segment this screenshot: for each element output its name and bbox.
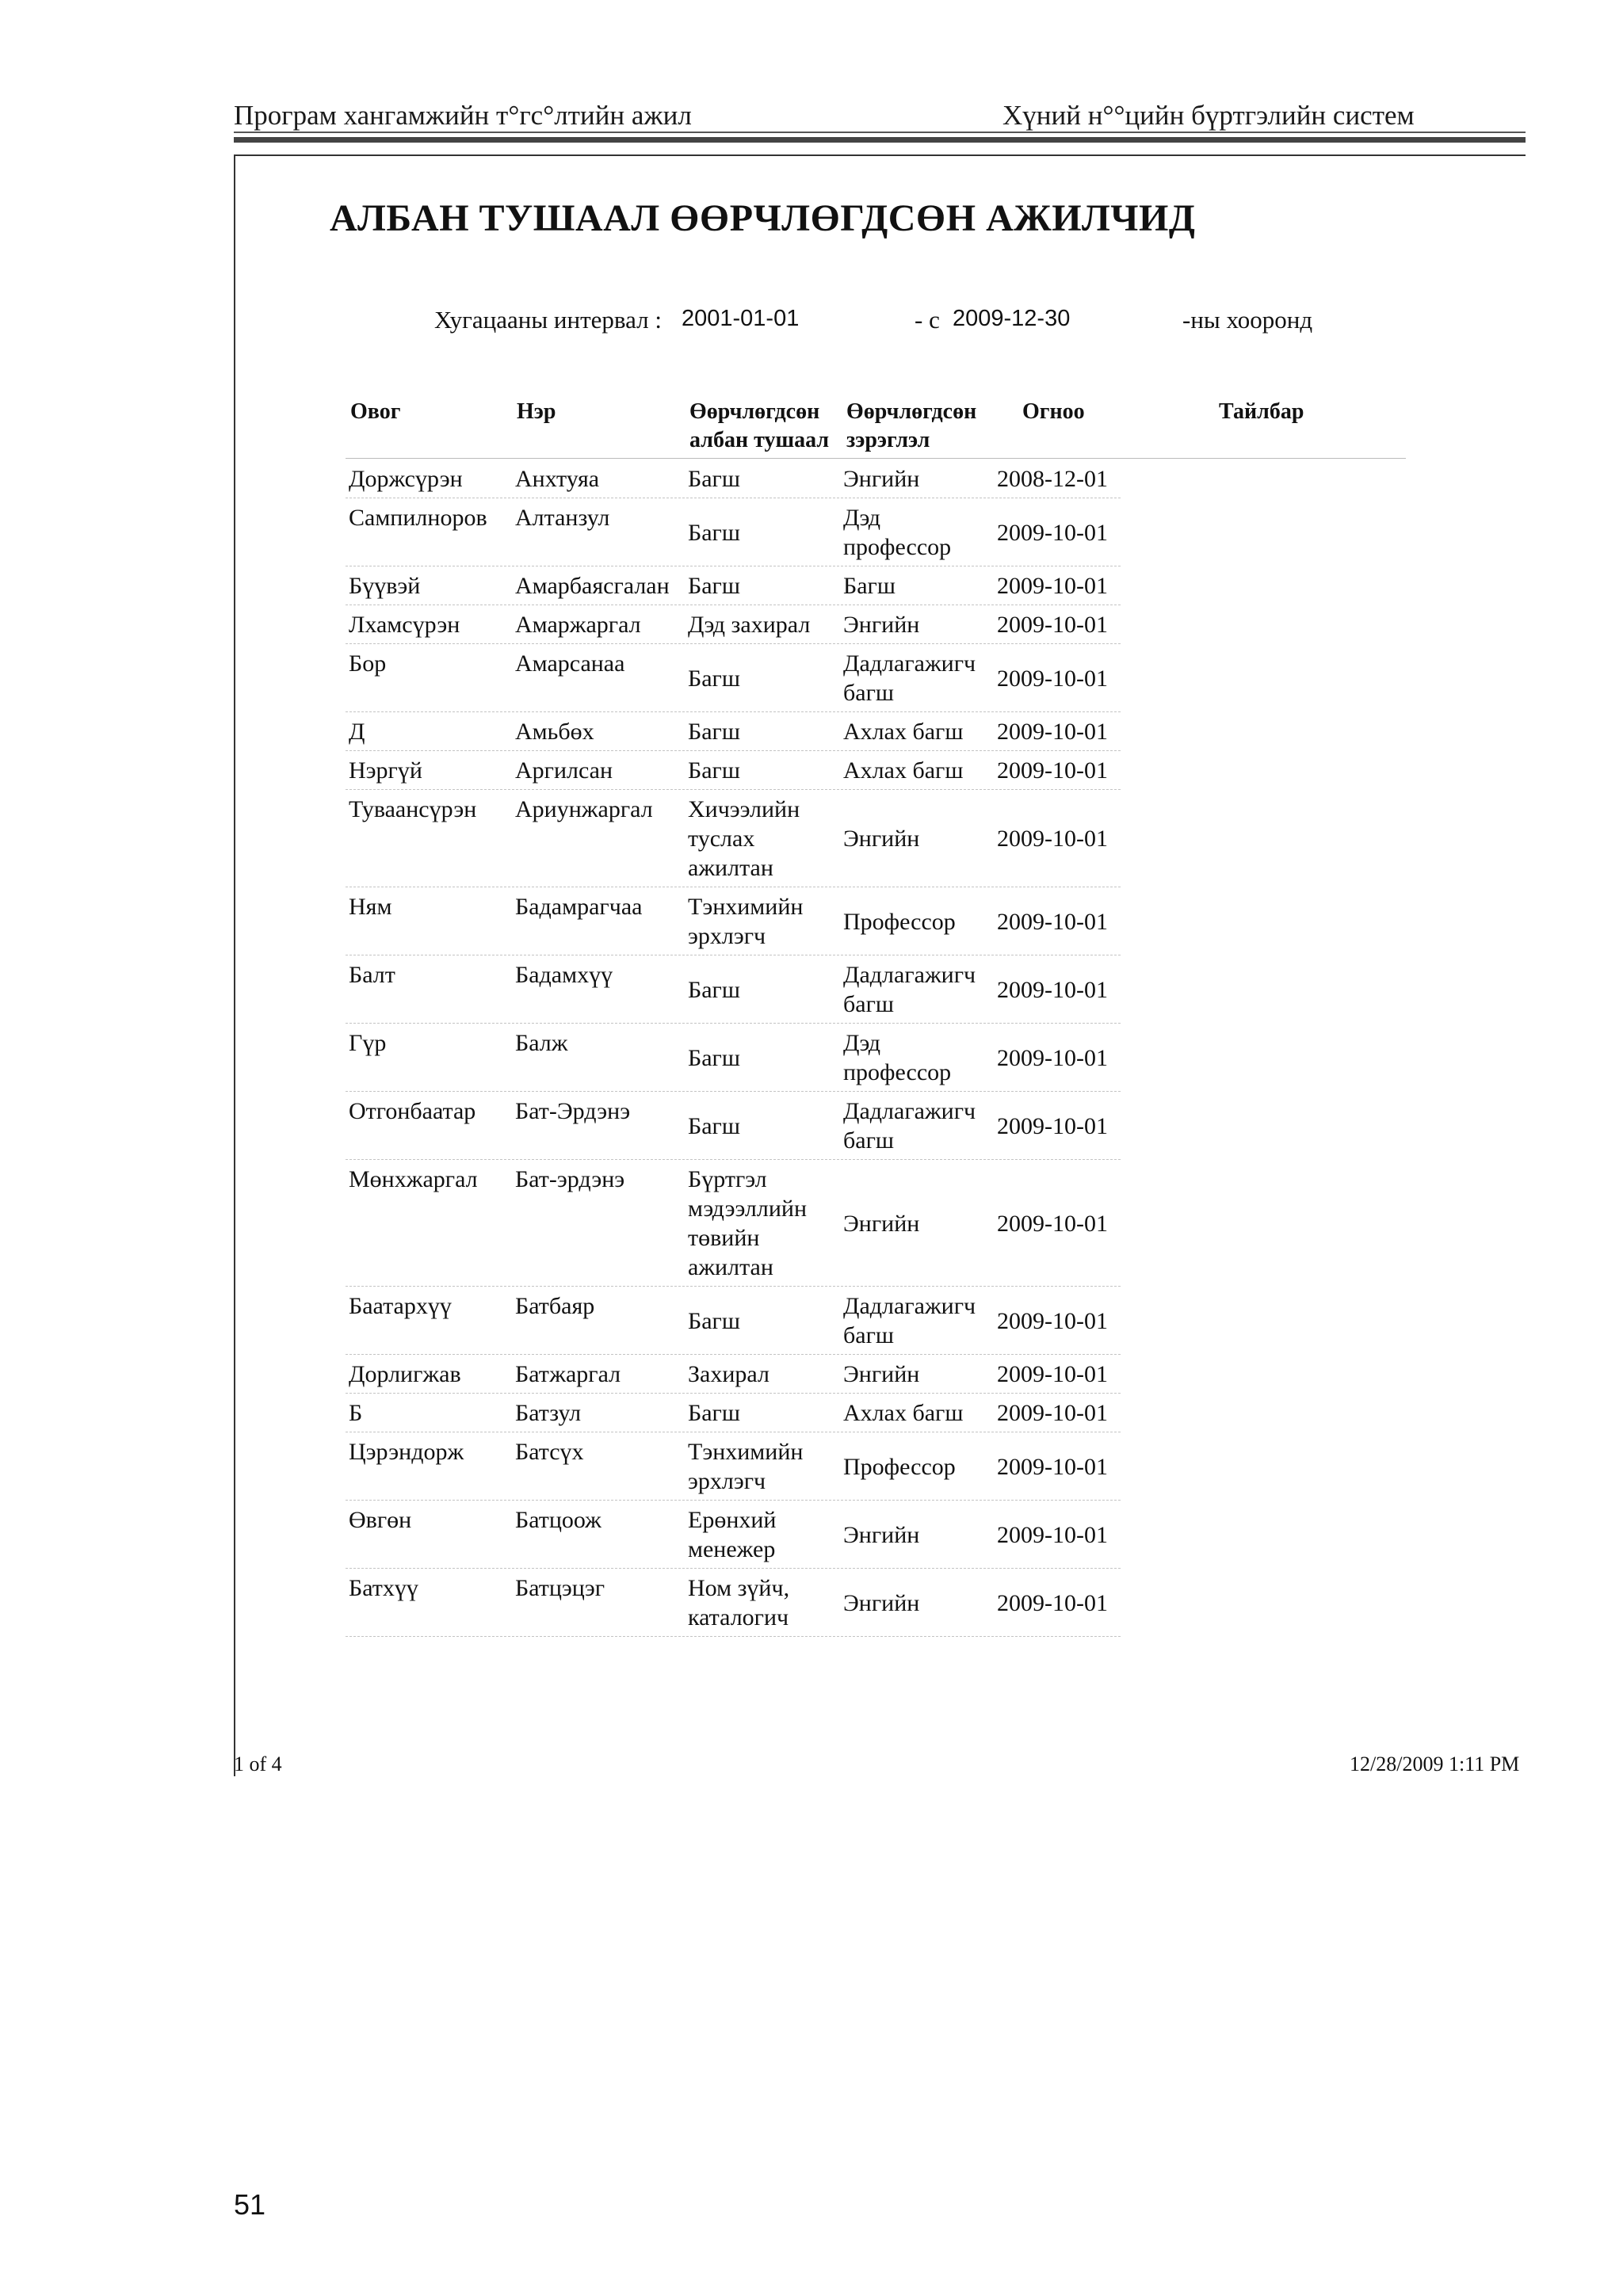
cell-position: Багш [688,977,740,1003]
cell-position: Багш [688,520,740,546]
cell-rank: Энгийн [843,466,920,492]
cell-position: Хичээлийн туслах ажилтан [688,796,800,881]
cell-lastname: Бор [349,650,387,677]
cell-lastname: Отгонбаатар [349,1098,476,1124]
cell-date: 2009-10-01 [997,1211,1108,1237]
table-row [346,498,1121,566]
header-separator-line [346,458,1406,459]
cell-date: 2009-10-01 [997,1045,1108,1071]
table-row [346,644,1121,712]
cell-position: Захирал [688,1361,769,1387]
cell-rank: Ахлах багш [843,1400,964,1426]
table-row [346,1569,1121,1637]
cell-name: Аргилсан [515,757,613,784]
employee-table-body [346,460,1122,1637]
cell-position: Багш [688,757,740,784]
header-system-title: Хүний н°°цийн бүртгэлийн систем [1002,100,1415,131]
column-header-rank: Өөрчлөгдсөн зэрэглэл [846,399,977,452]
cell-date: 2008-12-01 [997,466,1108,492]
cell-name: Бадамрагчаа [515,894,643,920]
cell-rank: Ахлах багш [843,719,964,745]
cell-date: 2009-10-01 [997,1361,1108,1387]
cell-date: 2009-10-01 [997,573,1108,599]
cell-position: Тэнхимийн эрхлэгч [688,1439,804,1494]
interval-label: Хугацааны интервал : [434,306,662,334]
cell-position: Багш [688,466,740,492]
document-page-number: 51 [234,2188,266,2221]
page-header [234,93,1526,135]
interval-separator: - с [915,306,940,334]
cell-position: Багш [688,666,740,692]
cell-lastname: Батхүү [349,1575,418,1601]
report-title: АЛБАН ТУШААЛ ӨӨРЧЛӨГДСӨН АЖИЛЧИД [330,197,1196,239]
report-frame-left [234,154,235,1776]
cell-rank: Дэд профессор [843,1030,952,1085]
header-rule-thick [234,137,1526,143]
cell-lastname: Дорлигжав [349,1361,461,1387]
column-header-date: Огноо [1022,399,1085,424]
cell-name: Балж [515,1030,568,1056]
cell-position: Багш [688,573,740,599]
cell-date: 2009-10-01 [997,1454,1108,1480]
cell-position: Дэд захирал [688,612,811,638]
cell-lastname: Гүр [349,1030,387,1056]
report-print-timestamp: 12/28/2009 1:11 PM [1350,1753,1520,1775]
cell-rank: Дадлагажигч багш [843,1293,976,1348]
cell-date: 2009-10-01 [997,977,1108,1003]
table-row [346,790,1121,887]
cell-rank: Профессор [843,1454,956,1480]
cell-date: 2009-10-01 [997,757,1108,784]
report-page-indicator: 1 of 4 [234,1753,282,1775]
cell-name: Амаржаргал [515,612,641,638]
cell-name: Батцоож [515,1507,601,1533]
cell-lastname: Сампилноров [349,505,487,531]
cell-date: 2009-10-01 [997,719,1108,745]
cell-date: 2009-10-01 [997,666,1108,692]
cell-rank: Энгийн [843,826,920,852]
table-row [346,1432,1121,1501]
cell-lastname: Мөнхжаргал [349,1166,478,1192]
report-frame-top [234,154,1526,156]
cell-lastname: Баатархүү [349,1293,452,1319]
cell-position: Багш [688,1400,740,1426]
cell-lastname: Д [349,719,365,745]
cell-lastname: Бүүвэй [349,573,421,599]
cell-rank: Энгийн [843,1590,920,1616]
cell-rank: Дадлагажигч багш [843,962,976,1017]
cell-date: 2009-10-01 [997,1113,1108,1139]
cell-name: Батсүх [515,1439,584,1465]
cell-date: 2009-10-01 [997,520,1108,546]
table-row [346,460,1121,498]
cell-position: Багш [688,1113,740,1139]
table-row [346,1501,1121,1569]
cell-lastname: Ням [349,894,392,920]
cell-rank: Дадлагажигч багш [843,650,976,706]
cell-position: Багш [688,1045,740,1071]
interval-row [434,306,1512,341]
table-row [346,887,1121,955]
cell-name: Амарбаясгалан [515,573,670,599]
cell-lastname: Туваансүрэн [349,796,477,822]
table-row [346,751,1121,790]
table-row [346,1024,1121,1092]
cell-position: Багш [688,719,740,745]
cell-rank: Энгийн [843,1522,920,1548]
table-row [346,712,1121,751]
cell-date: 2009-10-01 [997,909,1108,935]
cell-name: Батбаяр [515,1293,595,1319]
cell-date: 2009-10-01 [997,612,1108,638]
cell-date: 2009-10-01 [997,1400,1108,1426]
cell-rank: Энгийн [843,612,920,638]
cell-position: Ном зүйч, каталогич [688,1575,790,1630]
cell-name: Батцэцэг [515,1575,605,1601]
cell-name: Батжаргал [515,1361,621,1387]
cell-lastname: Лхамсүрэн [349,612,460,638]
table-row [346,1355,1121,1394]
interval-from-date: 2001-01-01 [682,306,800,331]
cell-lastname: Балт [349,962,395,988]
table-row [346,1160,1121,1287]
cell-position: Бүртгэл мэдээллийн төвийн ажилтан [688,1166,807,1280]
cell-position: Багш [688,1308,740,1334]
cell-name: Ариунжаргал [515,796,653,822]
cell-date: 2009-10-01 [997,1590,1108,1616]
column-header-lastname: Овог [350,399,401,424]
interval-suffix: -ны хооронд [1182,306,1313,334]
table-row [346,1394,1121,1432]
cell-name: Анхтуяа [515,466,600,492]
cell-rank: Энгийн [843,1361,920,1387]
cell-name: Амарсанаа [515,650,625,677]
cell-name: Бадамхүү [515,962,613,988]
table-row [346,955,1121,1024]
cell-position: Ерөнхий менежер [688,1507,777,1562]
cell-date: 2009-10-01 [997,1308,1108,1334]
column-header-name: Нэр [517,399,556,424]
table-row [346,1287,1121,1355]
header-document-title: Програм хангамжийн т°гс°лтийн ажил [234,100,692,131]
cell-date: 2009-10-01 [997,1522,1108,1548]
cell-name: Бат-эрдэнэ [515,1166,625,1192]
table-row [346,566,1121,605]
column-header-position: Өөрчлөгдсөн албан тушаал [689,399,830,452]
cell-lastname: Нэргүй [349,757,422,784]
cell-date: 2009-10-01 [997,826,1108,852]
cell-lastname: Доржсүрэн [349,466,463,492]
cell-lastname: Цэрэндорж [349,1439,464,1465]
header-rule-thin [234,132,1526,133]
cell-position: Тэнхимийн эрхлэгч [688,894,804,949]
cell-rank: Ахлах багш [843,757,964,784]
cell-rank: Профессор [843,909,956,935]
cell-name: Бат-Эрдэнэ [515,1098,631,1124]
cell-rank: Дадлагажигч багш [843,1098,976,1154]
column-header-note: Тайлбар [1219,399,1304,424]
cell-rank: Багш [843,573,896,599]
interval-to-date: 2009-12-30 [953,306,1071,331]
table-row [346,1092,1121,1160]
table-row [346,605,1121,644]
cell-name: Алтанзул [515,505,610,531]
cell-name: Амьбөх [515,719,594,745]
cell-lastname: Өвгөн [349,1507,412,1533]
cell-lastname: Б [349,1400,363,1426]
cell-rank: Энгийн [843,1211,920,1237]
cell-name: Батзул [515,1400,582,1426]
cell-rank: Дэд профессор [843,505,952,560]
